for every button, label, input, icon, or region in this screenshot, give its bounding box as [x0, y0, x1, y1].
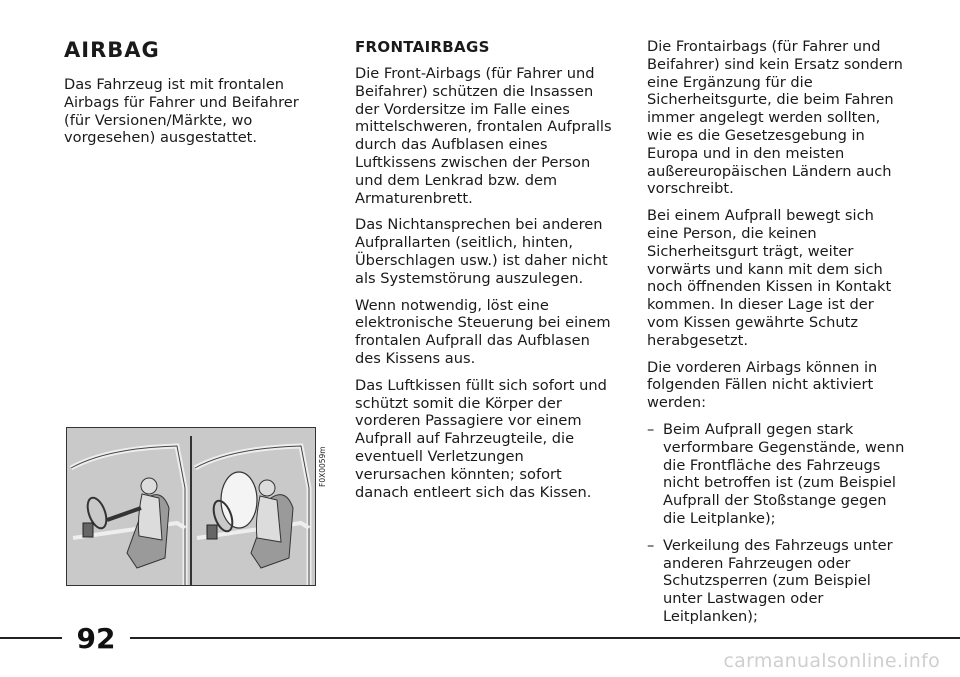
page-number: 92	[62, 622, 130, 656]
watermark-text: carmanualsonline.info	[723, 650, 940, 672]
airbag-illustration	[66, 427, 316, 586]
page-title: AIRBAG	[64, 38, 160, 62]
footer-rule	[0, 637, 960, 639]
list-item	[647, 537, 909, 626]
dash-marker: –	[647, 536, 655, 554]
column-left	[64, 38, 326, 156]
intro-paragraph: Das Fahrzeug ist mit frontalen Airbags für Fahrer und Beifahrer (für Versionen/Märkte, wo vorgesehen) ausgestattet.	[64, 76, 299, 147]
paragraph: Wenn notwendig, löst eine elektronische Steuerung bei einem frontalen Aufprall das Aufblasen des Kissens aus.	[355, 296, 611, 367]
airbag-diagram-svg	[67, 428, 315, 585]
paragraph: Die vorderen Airbags können in folgenden Fällen nicht aktiviert werden:	[647, 358, 878, 412]
paragraph: Bei einem Aufprall bewegt sich eine Person, die keinen Sicherheitsgurt trägt, weiter vorwärts und kann mit dem sich noch öffnenden Kissen in Kontakt kommen. In dieser Lage ist der vom Kissen gewährte Schutz herabgesetzt.	[647, 207, 892, 349]
paragraph: Das Luftkissen füllt sich sofort und schützt somit die Körper der vorderen Passagiere vor einem Aufprall auf Fahrzeugteile, die eventuell Verletzungen verursachen könnten; sofort danach entleert sich das Kissen.	[355, 376, 607, 501]
section-heading-frontairbags: FRONTAIRBAGS	[355, 38, 490, 56]
dash-marker: –	[647, 420, 655, 438]
list-item-text: Verkeilung des Fahrzeugs unter anderen Fahrzeugen oder Schutzsperren (zum Beispiel unter Lastwagen oder Leitplanken);	[663, 536, 893, 625]
paragraph: Die Front-Airbags (für Fahrer und Beifahrer) schützen die Insassen der Vordersitze im Falle eines mittelschweren, frontalen Aufpralls durch das Aufblasen eines Luftkissens zwischen der Person und dem Lenkrad bzw. dem Armaturenbrett.	[355, 65, 612, 207]
list-item-text: Beim Aufprall gegen stark verformbare Gegenstände, wenn die Frontfläche des Fahrzeugs nicht betroffen ist (zum Beispiel Aufprall der Stoßstange gegen die Leitplanke);	[663, 420, 905, 527]
paragraph: Das Nichtansprechen bei anderen Aufprallarten (seitlich, hinten, Überschlagen usw.) ist daher nicht als Systemstörung auszulegen.	[355, 216, 608, 287]
figure-code: F0X0059m	[318, 446, 327, 487]
list-item	[647, 421, 909, 528]
column-right	[647, 38, 909, 635]
paragraph: Die Frontairbags (für Fahrer und Beifahrer) sind kein Ersatz sondern eine Ergänzung für die Sicherheitsgurte, die beim Fahren immer angelegt werden sollten, wie es die Gesetzesgebung in Europa und in den meisten außereuropäischen Ländern auch vorschreibt.	[647, 38, 903, 198]
column-middle	[355, 38, 617, 510]
